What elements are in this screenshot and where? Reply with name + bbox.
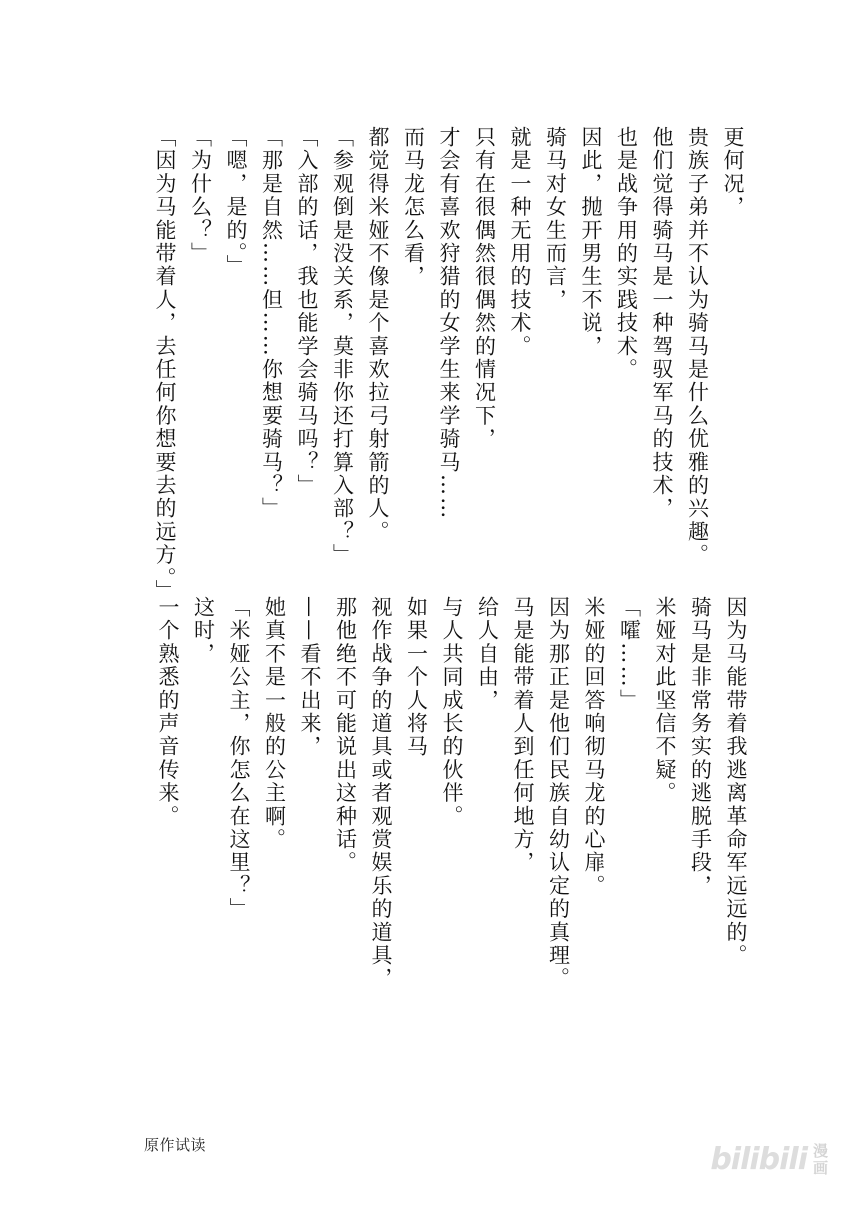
text-line: 因此，抛开男生不说， — [579, 126, 603, 358]
watermark-tag — [813, 1143, 828, 1177]
bilibili-watermark — [710, 1142, 828, 1177]
text-line: 「入部的话，我也能学会骑马吗？」 — [295, 126, 319, 498]
text-line: ——看不出来， — [298, 596, 322, 759]
text-line: 「为什么？」 — [188, 126, 213, 266]
text-line: 「那是自然……但……你想要骑马？」 — [259, 126, 284, 521]
text-line: 米娅对此坚信不疑。 — [653, 596, 677, 805]
text-line: 这时， — [191, 596, 216, 666]
text-line: 马是能带着人到任何地方， — [511, 596, 535, 875]
text-line: 才会有喜欢狩猎的女学生来学骑马…… — [437, 126, 461, 521]
text-line: 都觉得米娅不像是个喜欢拉弓射箭的人。 — [366, 126, 390, 544]
text-line: 她真不是一般的公主啊。 — [262, 596, 287, 852]
footer-caption: 原作试读 — [144, 1136, 207, 1154]
text-block-bottom — [150, 596, 754, 1036]
text-line: 因为马能带着我逃离革命军远远的。 — [724, 596, 748, 968]
watermark-logo: bilibili — [710, 1142, 807, 1177]
text-line: 只有在很偶然很偶然的情况下， — [472, 126, 497, 451]
watermark-tag-top: 漫 — [812, 1141, 828, 1160]
text-line: 骑马是非常务实的逃脱手段， — [688, 596, 713, 898]
text-line: 贵族子弟并不认为骑马是什么优雅的兴趣。 — [685, 126, 710, 567]
text-line: 如果一个人将马 — [404, 596, 429, 759]
text-line: 视作战争的道具或者观赏娱乐的道具， — [369, 596, 393, 991]
text-line: 而马龙怎么看， — [401, 126, 426, 289]
text-line: 与人共同成长的伙伴。 — [440, 596, 464, 828]
text-line: 骑马对女生而言， — [543, 126, 568, 312]
text-line: 也是战争用的实践技术。 — [614, 126, 639, 382]
text-line: 更何况， — [721, 126, 745, 219]
text-line: 米娅的回答响彻马龙的心扉。 — [582, 596, 606, 898]
text-line: 因为那正是他们民族自幼认定的真理。 — [546, 596, 571, 991]
text-line: 那他绝不可能说出这种话。 — [333, 596, 358, 875]
text-line: 「参观倒是没关系，莫非你还打算入部？」 — [330, 126, 355, 567]
text-block-top — [147, 126, 751, 603]
text-line: 他们觉得骑马是一种驾驭军马的技术， — [650, 126, 674, 521]
text-line: 一个熟悉的声音传来。 — [156, 596, 180, 828]
text-line: 「嚯……」 — [617, 596, 642, 712]
watermark-tag-bottom: 画 — [812, 1158, 828, 1177]
text-line: 「因为马能带着人，去任何你想要去的远方。」 — [153, 126, 177, 603]
text-line: 「嗯，是的。」 — [224, 126, 248, 278]
text-line: 「米娅公主，你怎么在这里？」 — [227, 596, 251, 921]
text-line: 给人自由， — [475, 596, 500, 712]
text-line: 就是一种无用的技术。 — [508, 126, 532, 358]
